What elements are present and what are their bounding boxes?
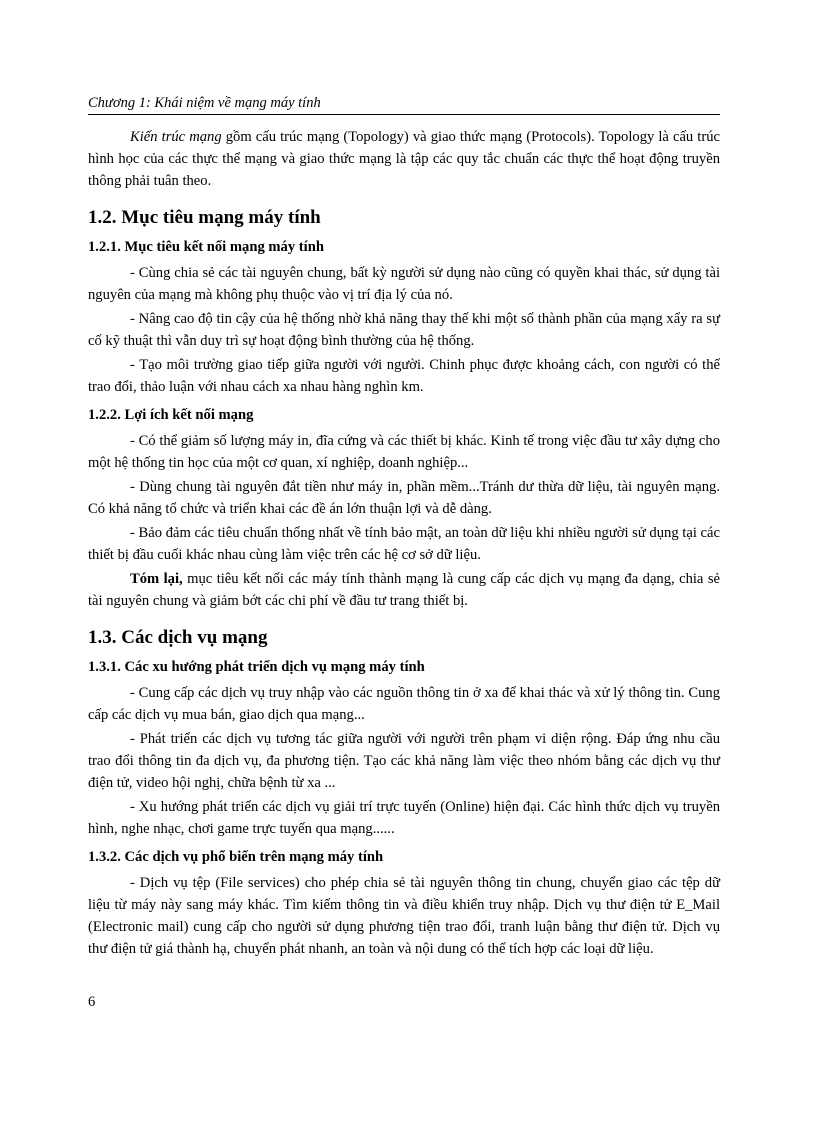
summary-lead: Tóm lại,: [130, 571, 183, 587]
section-heading-1-2: 1.2. Mục tiêu mạng máy tính: [88, 207, 321, 228]
paragraph: - Cùng chia sẻ các tài nguyên chung, bất kỳ người sử dụng nào cũng có quyền khai thác, sử dụng tài nguyên của mạng mà không phụ thuộc vào vị trí địa lý của nó.: [88, 265, 720, 303]
paragraph: - Cung cấp các dịch vụ truy nhập vào các nguồn thông tin ở xa để khai thác và xử lý thông tin. Cung cấp các dịch vụ mua bán, giao dịch qua mạng...: [88, 685, 720, 723]
subsection-heading-1-2-2: 1.2.2. Lợi ích kết nối mạng: [88, 407, 254, 423]
paragraph: - Dịch vụ tệp (File services) cho phép chia sẻ tài nguyên thông tin chung, chuyển giao các tệp dữ liệu từ máy này sang máy khác. Tìm kiếm thông tin và điều khiển truy nhập. Dịch vụ thư điện tử E_Mail (Electronic mail) cung cấp cho người sử dụng phương tiện trao đổi, tranh luận bằng thư điện tử. Dịch vụ thư điện tử giá thành hạ, chuyển phát nhanh, an toàn và nội dung có thể tích hợp các loại dữ liệu.: [88, 875, 720, 957]
page-number: 6: [88, 994, 96, 1010]
section-heading-1-3: 1.3. Các dịch vụ mạng: [88, 627, 268, 648]
paragraph: - Nâng cao độ tin cậy của hệ thống nhờ khả năng thay thế khi một số thành phần của mạng xẩy ra sự cố kỹ thuật thì vẫn duy trì sự hoạt động bình thường của hệ thống.: [88, 311, 720, 349]
intro-term: Kiến trúc mạng: [130, 129, 222, 145]
summary-text: mục tiêu kết nối các máy tính thành mạng là cung cấp các dịch vụ mạng đa dạng, chia sẻ tài nguyên chung và giảm bớt các chi phí về đầu tư trang thiết bị.: [88, 571, 721, 609]
summary-paragraph: [88, 568, 720, 612]
paragraph: - Xu hướng phát triển các dịch vụ giải trí trực tuyến (Online) hiện đại. Các hình thức dịch vụ truyền hình, nghe nhạc, chơi game trực tuyến qua mạng......: [88, 799, 720, 837]
paragraph: - Dùng chung tài nguyên đắt tiền như máy in, phần mềm...Tránh dư thừa dữ liệu, tài nguyên mạng. Có khả năng tổ chức và triển khai các đề án lớn thuận lợi và dễ dàng.: [88, 479, 720, 517]
running-header: Chương 1: Khái niệm về mạng máy tính: [88, 95, 720, 115]
subsection-heading-1-3-2: 1.3.2. Các dịch vụ phổ biến trên mạng máy tính: [88, 849, 384, 865]
subsection-heading-1-2-1: 1.2.1. Mục tiêu kết nối mạng máy tính: [88, 239, 324, 255]
subsection-heading-1-3-1: 1.3.1. Các xu hướng phát triển dịch vụ mạng máy tính: [88, 659, 425, 675]
intro-text: gồm cấu trúc mạng (Topology) và giao thức mạng (Protocols). Topology là cấu trúc hình học của các thực thể mạng và giao thức mạng là tập các quy tắc chuẩn các thực thể hoạt động truyền thông phải tuân theo.: [88, 129, 720, 189]
paragraph: - Có thể giảm số lượng máy in, đĩa cứng và các thiết bị khác. Kinh tế trong việc đầu tư xây dựng cho một hệ thống tin học của một cơ quan, xí nghiệp, doanh nghiệp...: [88, 433, 720, 471]
intro-paragraph: [88, 126, 720, 192]
paragraph: - Phát triển các dịch vụ tương tác giữa người với người trên phạm vi diện rộng. Đáp ứng nhu cầu trao đổi thông tin đa dịch vụ, đa phương tiện. Tạo các khả năng làm việc theo nhóm bằng các dịch vụ thư điện tử, video hội nghị, chữa bệnh từ xa ...: [88, 731, 720, 791]
paragraph: - Bảo đảm các tiêu chuẩn thống nhất về tính bảo mật, an toàn dữ liệu khi nhiều người sử dụng tại các thiết bị đầu cuối khác nhau cùng làm việc trên các hệ cơ sở dữ liệu.: [88, 525, 720, 563]
paragraph: - Tạo môi trường giao tiếp giữa người với người. Chinh phục được khoảng cách, con người có thể trao đổi, thảo luận với nhau cách xa nhau hàng nghìn km.: [88, 357, 720, 395]
page-body: [88, 126, 720, 962]
